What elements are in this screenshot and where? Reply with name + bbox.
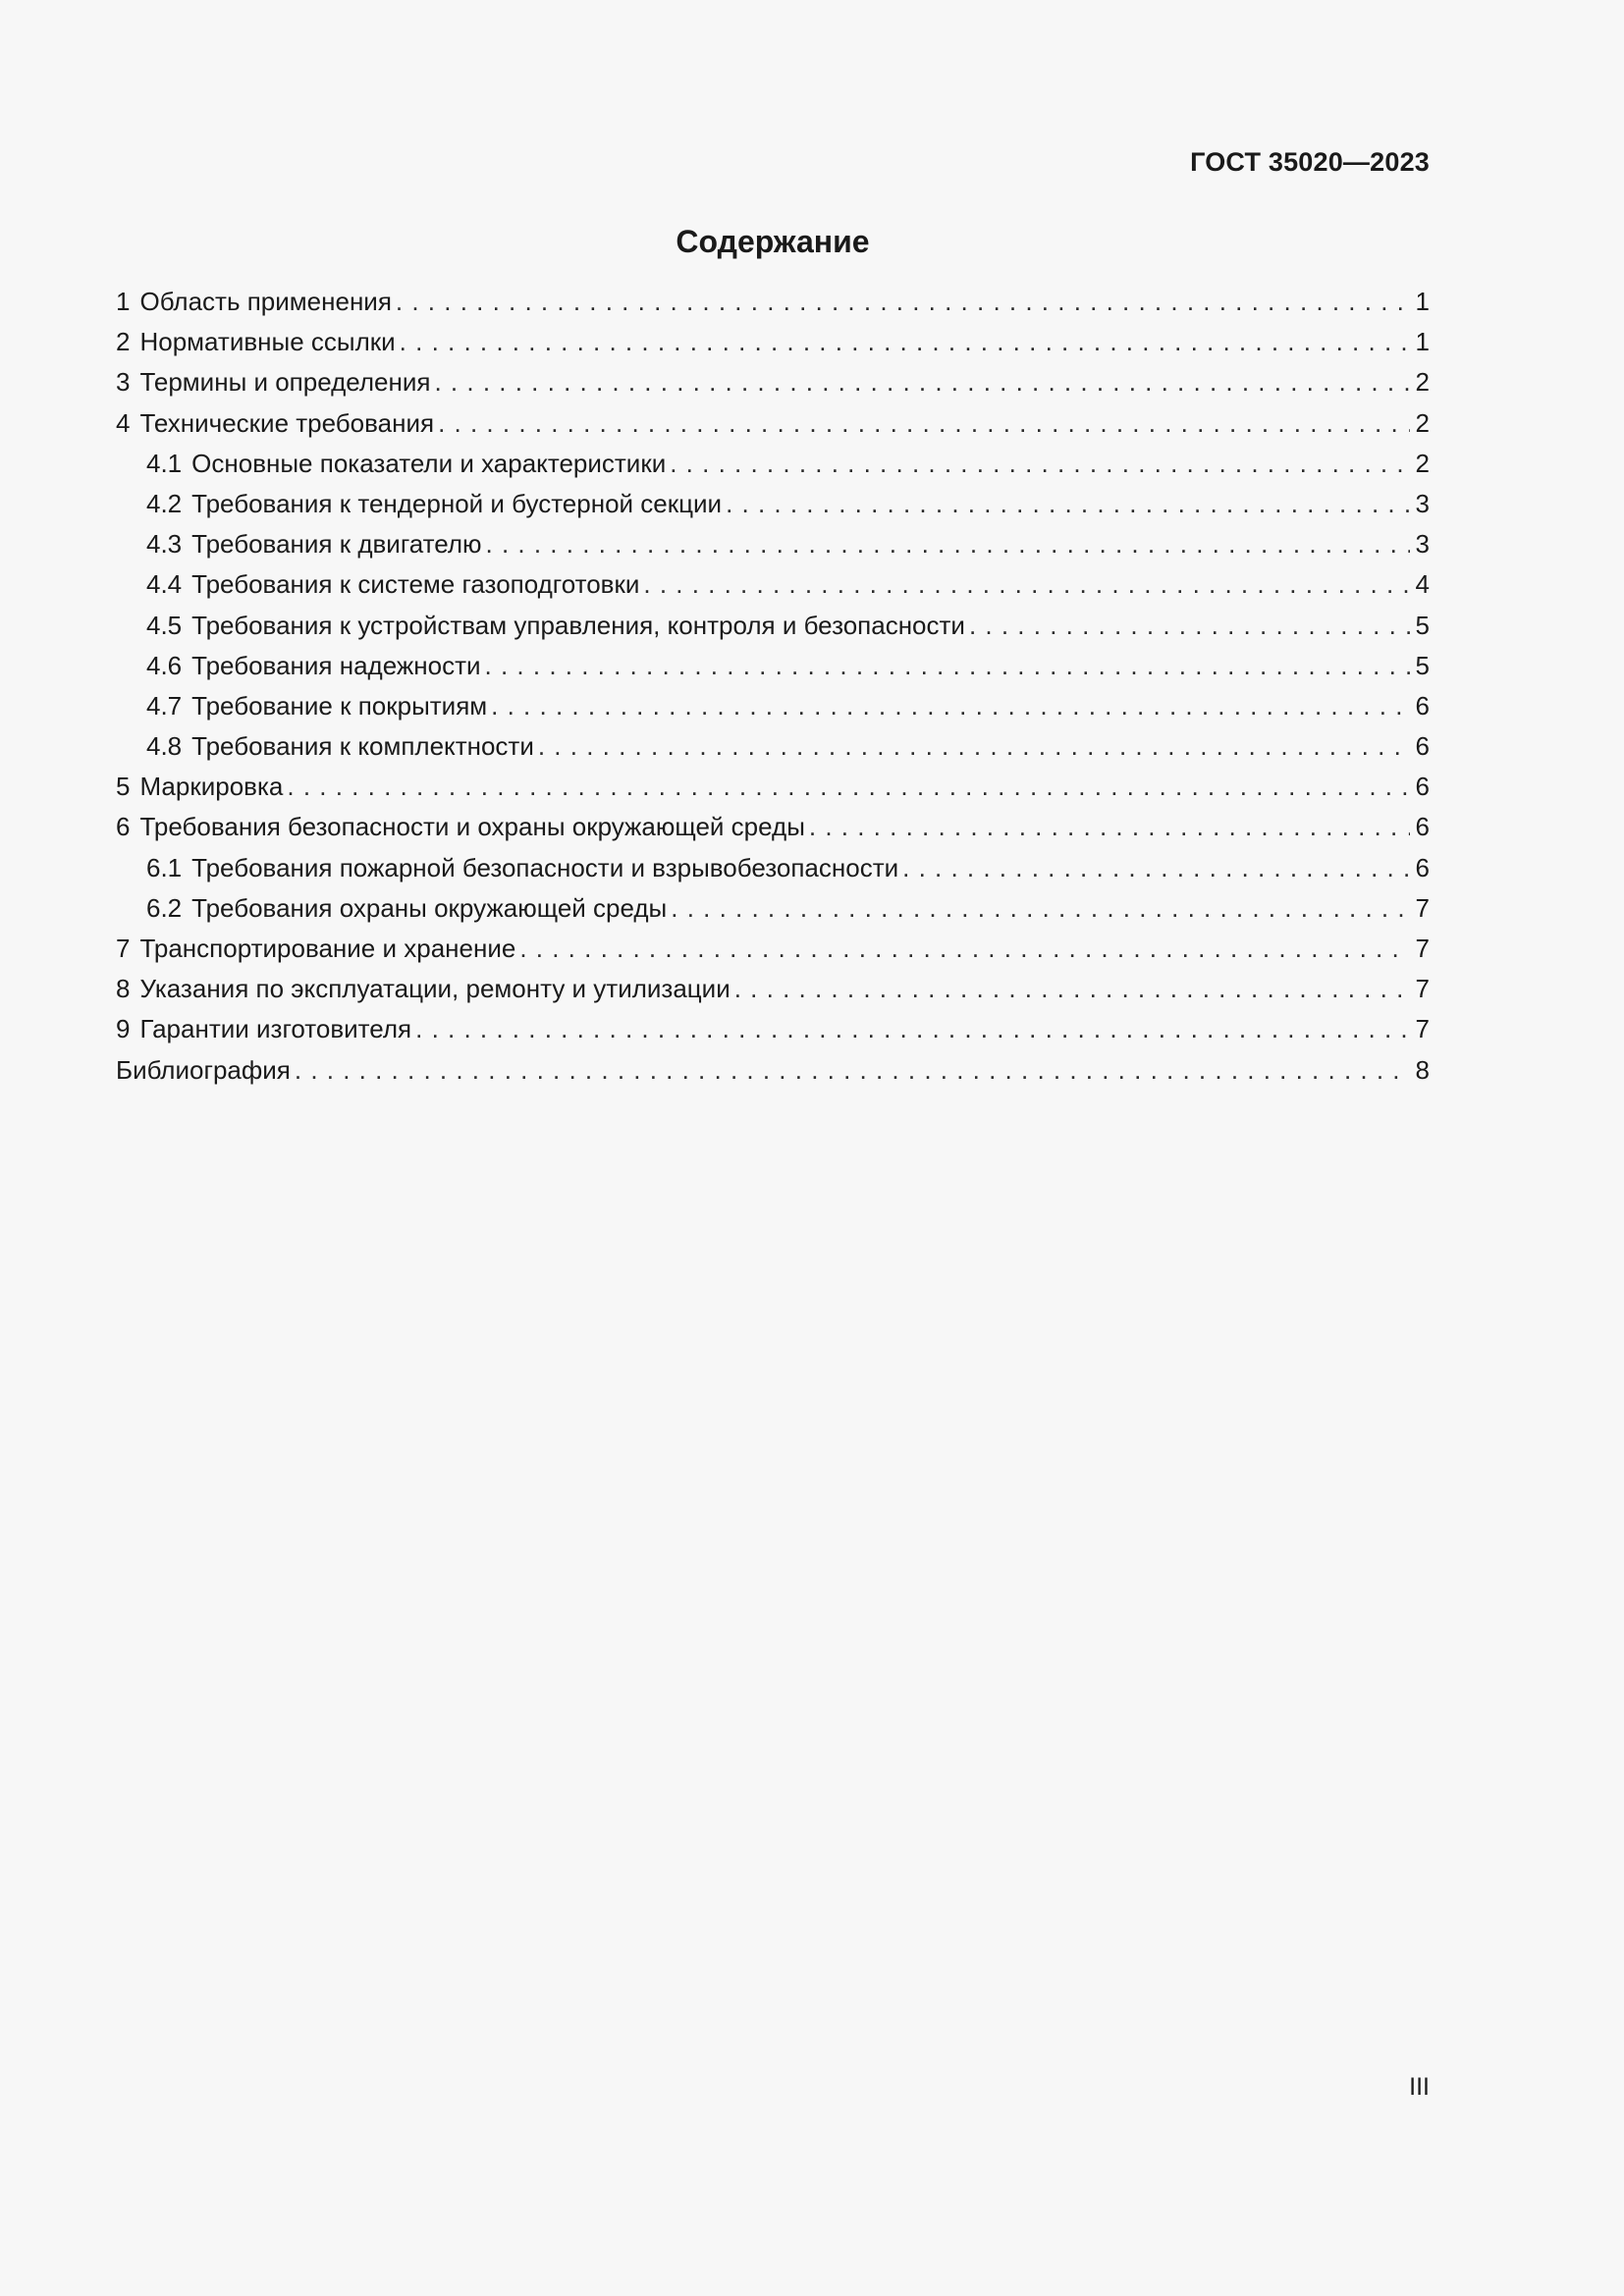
toc-entry-page: 7 [1415,934,1430,963]
toc-entry[interactable] [116,403,1430,444]
toc-entry-number: 6.2 [146,892,183,923]
toc-entry-page: 2 [1415,448,1430,478]
toc-entry[interactable] [116,686,1430,726]
toc-entry-number: 6.1 [146,852,183,882]
toc-entry-page: 7 [1415,892,1430,923]
toc-entry-number: 7 [116,934,131,963]
toc-entry-number: 5 [116,772,131,802]
toc-entry-label: Технические требования [139,407,435,438]
toc-entry-label: Термины и определения [139,367,431,398]
toc-entry-label: Требование к покрытиям [191,690,488,721]
toc-entry-label: Указания по эксплуатации, ремонту и утилизации [139,974,731,1004]
toc-dot-leader [643,564,1409,605]
toc-dot-leader [519,929,1409,969]
toc-entry-label: Нормативные ссылки [139,327,396,357]
toc-dot-leader [486,524,1410,564]
toc-entry-label: Маркировка [139,772,284,802]
toc-entry-page: 1 [1415,287,1430,316]
toc-dot-leader [400,322,1410,362]
toc-entry-page: 6 [1415,812,1430,842]
toc-entry-number: 4.2 [146,488,183,518]
toc-entry-label: Требования к комплектности [191,731,534,762]
toc-entry-label: Основные показатели и характеристики [191,448,667,478]
toc-entry-number: 4.5 [146,610,183,640]
toc-entry-page: 1 [1415,327,1430,357]
toc-entry-page: 5 [1415,610,1430,640]
toc-entry[interactable] [116,282,1430,322]
toc-entry[interactable] [116,444,1430,484]
toc-entry-label: Гарантии изготовителя [139,1014,412,1044]
toc-entry-page: 4 [1415,569,1430,600]
toc-entry-label: Требования надежности [191,650,481,680]
toc-entry-number: 8 [116,974,131,1004]
toc-dot-leader [809,807,1410,847]
toc-entry-number: 4.6 [146,650,183,680]
toc-dot-leader [538,726,1410,767]
toc-entry-label: Требования пожарной безопасности и взрывобезопасности [191,852,899,882]
toc-entry-label: Библиография [116,1054,291,1085]
toc-entry[interactable] [116,322,1430,362]
toc-entry-page: 5 [1415,650,1430,680]
toc-entry[interactable] [116,646,1430,686]
toc-entry-page: 2 [1415,367,1430,398]
toc-entry[interactable] [116,1050,1430,1091]
toc-entry-number: 3 [116,367,131,398]
toc-dot-leader [434,362,1409,402]
toc-entry[interactable] [116,848,1430,888]
toc-dot-leader [902,848,1409,888]
toc-dot-leader [415,1009,1409,1049]
toc-dot-leader [670,444,1409,484]
toc-entry-number: 4.1 [146,448,183,478]
toc-entry-label: Область применения [139,287,392,316]
toc-dot-leader [485,646,1410,686]
toc-entry-number: 4.4 [146,569,183,600]
toc-entry-label: Требования к системе газоподготовки [191,569,640,600]
toc-entry-page: 7 [1415,974,1430,1004]
toc-entry[interactable] [116,484,1430,524]
toc-entry[interactable] [116,1009,1430,1049]
toc-dot-leader [396,282,1410,322]
toc-dot-leader [438,403,1409,444]
toc-entry-page: 3 [1415,529,1430,560]
toc-entry[interactable] [116,888,1430,929]
toc-entry-label: Требования к устройствам управления, контроля и безопасности [191,610,965,640]
toc-dot-leader [295,1050,1410,1091]
toc-entry[interactable] [116,767,1430,807]
toc-dot-leader [726,484,1409,524]
toc-entry-number: 2 [116,327,131,357]
toc-dot-leader [671,888,1409,929]
toc-dot-leader [287,767,1409,807]
page-number: III [1409,2073,1430,2101]
toc-dot-leader [491,686,1409,726]
toc-dot-leader [969,606,1410,646]
table-of-contents [116,282,1430,1091]
toc-entry-page: 8 [1415,1054,1430,1085]
toc-entry[interactable] [116,524,1430,564]
toc-entry-label: Требования охраны окружающей среды [191,892,668,923]
toc-entry-label: Требования к тендерной и бустерной секции [191,488,723,518]
toc-entry-number: 4.3 [146,529,183,560]
toc-entry[interactable] [116,606,1430,646]
toc-entry-number: 1 [116,287,131,316]
document-code: ГОСТ 35020—2023 [1190,147,1430,177]
toc-entry-label: Транспортирование и хранение [139,934,516,963]
toc-entry[interactable] [116,362,1430,402]
toc-entry-page: 6 [1415,852,1430,882]
toc-entry[interactable] [116,807,1430,847]
toc-entry-page: 6 [1415,690,1430,721]
toc-title: Содержание [676,224,870,259]
toc-entry-page: 2 [1415,407,1430,438]
toc-entry[interactable] [116,726,1430,767]
toc-entry-number: 6 [116,812,131,842]
toc-entry[interactable] [116,929,1430,969]
toc-entry-label: Требования безопасности и охраны окружающей среды [139,812,805,842]
toc-entry[interactable] [116,969,1430,1009]
toc-entry-number: 4.7 [146,690,183,721]
toc-entry-number: 4 [116,407,131,438]
toc-entry-number: 4.8 [146,731,183,762]
toc-entry-page: 6 [1415,731,1430,762]
toc-entry-page: 7 [1415,1014,1430,1044]
toc-entry-label: Требования к двигателю [191,529,482,560]
toc-entry-page: 3 [1415,488,1430,518]
toc-dot-leader [734,969,1410,1009]
toc-entry-number: 9 [116,1014,131,1044]
toc-entry-page: 6 [1415,772,1430,802]
toc-entry[interactable] [116,564,1430,605]
